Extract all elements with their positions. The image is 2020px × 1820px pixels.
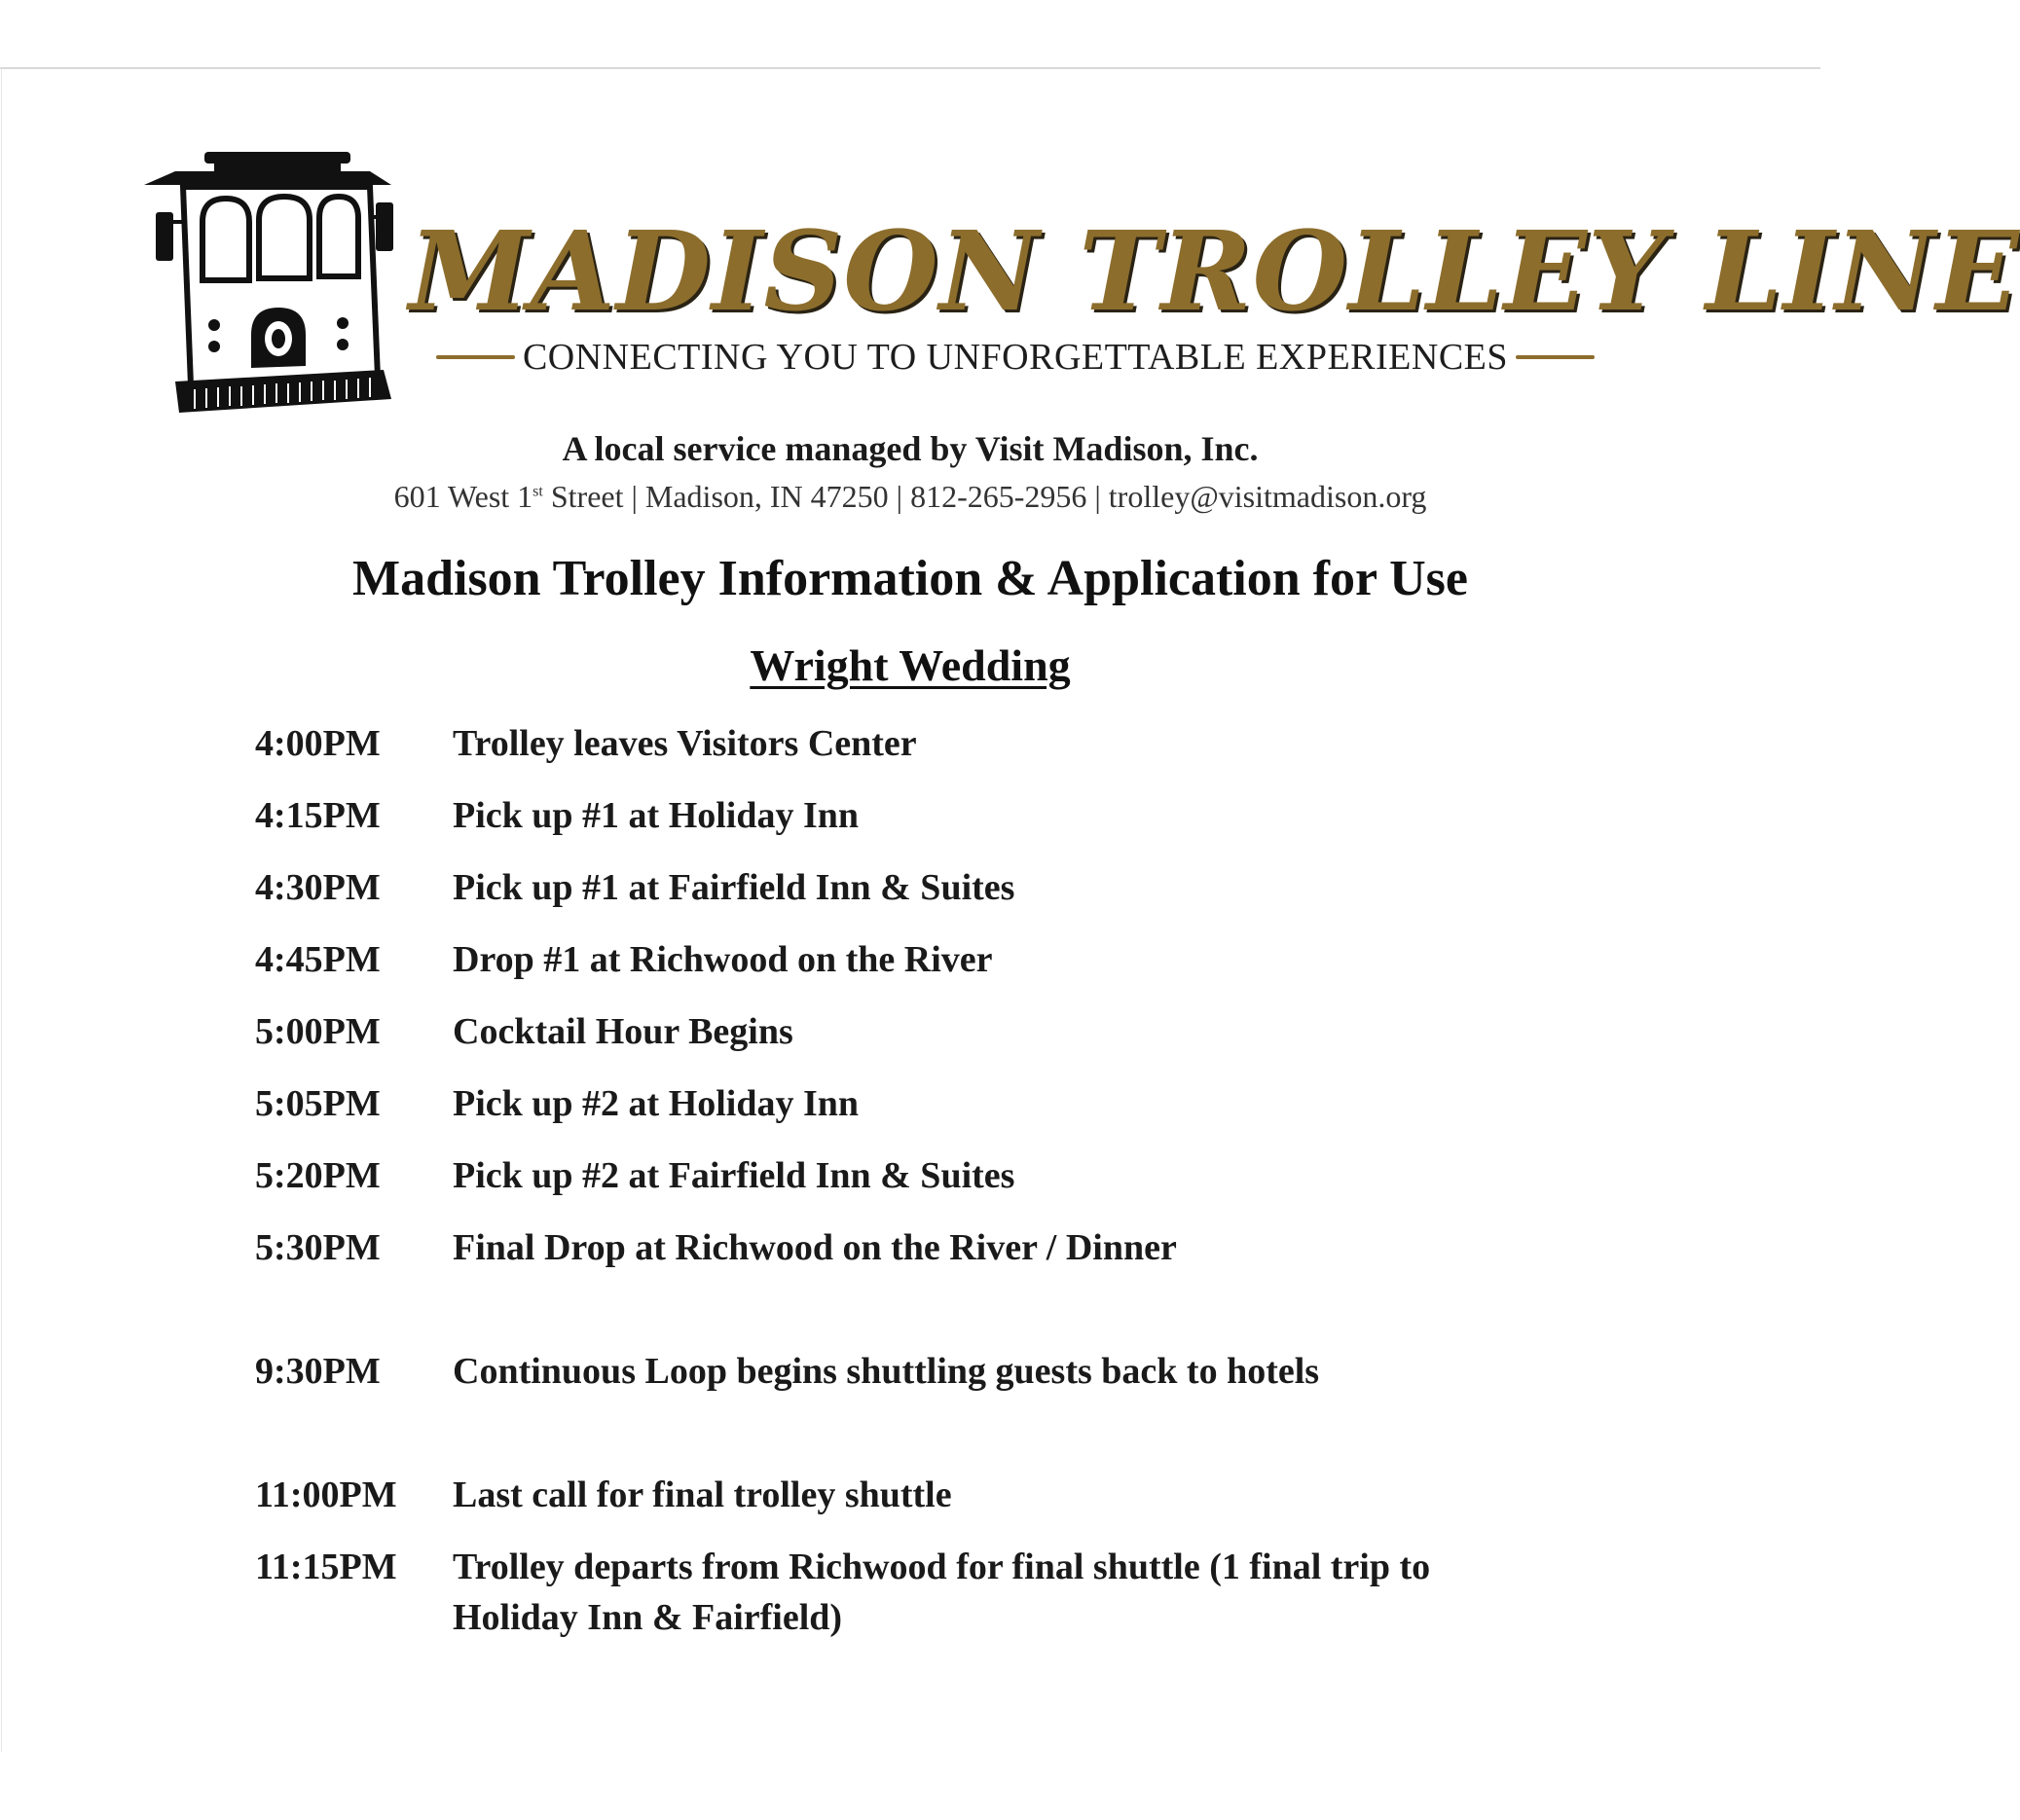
schedule-desc: Trolley departs from Richwood for final shuttle (1 final trip to Holiday Inn & Fairfield) [453,1547,1431,1638]
schedule-time: 5:00PM [255,1011,381,1052]
page-left-border [1,68,2,1752]
schedule-desc: Pick up #1 at Holiday Inn [453,795,860,836]
schedule-row [255,1078,1521,1129]
page-top-divider [0,67,1820,69]
schedule-row [255,1150,1521,1201]
tagline: CONNECTING YOU TO UNFORGETTABLE EXPERIENCES [522,337,1509,378]
schedule-desc: Pick up #1 at Fairfield Inn & Suites [453,867,1015,908]
schedule-desc: Drop #1 at Richwood on the River [453,939,993,980]
schedule-row [255,1006,1521,1057]
schedule-desc: Cocktail Hour Begins [453,1011,793,1052]
event-heading [0,639,1820,691]
schedule-time: 5:05PM [255,1083,381,1124]
schedule-time: 11:15PM [255,1547,397,1587]
schedule-desc: Final Drop at Richwood on the River / Dinner [453,1227,1177,1268]
schedule-row [255,790,1521,841]
schedule-time: 9:30PM [255,1351,381,1392]
tagline-left-rule [436,355,515,359]
document-title: Madison Trolley Information & Application for Use [352,551,1468,606]
schedule-time: 4:00PM [255,723,381,764]
address-details: Street | Madison, IN 47250 | 812-265-2956 | trolley@visitmadison.org [542,479,1427,514]
schedule-row [255,1542,1521,1643]
schedule-desc: Continuous Loop begins shuttling guests back to hotels [453,1351,1320,1392]
schedule-time: 11:00PM [255,1474,397,1515]
trolley-icon [136,144,399,436]
event-name: Wright Wedding [750,640,1071,690]
schedule-row [255,862,1521,913]
schedule-desc: Pick up #2 at Fairfield Inn & Suites [453,1155,1015,1196]
address-line [0,479,1820,515]
schedule-time: 4:30PM [255,867,381,908]
schedule-desc: Pick up #2 at Holiday Inn [453,1083,860,1124]
schedule-row [255,1470,1521,1520]
tagline-right-rule [1516,355,1595,359]
schedule-row [255,934,1521,985]
address-number: 601 West 1 [393,479,533,514]
tagline-row [436,336,1595,379]
address-ordinal: st [533,483,543,500]
schedule-row [255,1346,1521,1397]
schedule-list [255,718,1521,1643]
schedule-time: 5:30PM [255,1227,381,1268]
schedule-desc: Last call for final trolley shuttle [453,1474,952,1515]
schedule-time: 5:20PM [255,1155,381,1196]
schedule-time: 4:45PM [255,939,381,980]
schedule-time: 4:15PM [255,795,381,836]
schedule-row [255,1222,1521,1273]
schedule-row [255,718,1521,769]
brand-name: MADISON TROLLEY LINE [409,208,2020,336]
managed-by-line: A local service managed by Visit Madison, Inc. [562,429,1259,468]
schedule-desc: Trolley leaves Visitors Center [453,723,917,764]
